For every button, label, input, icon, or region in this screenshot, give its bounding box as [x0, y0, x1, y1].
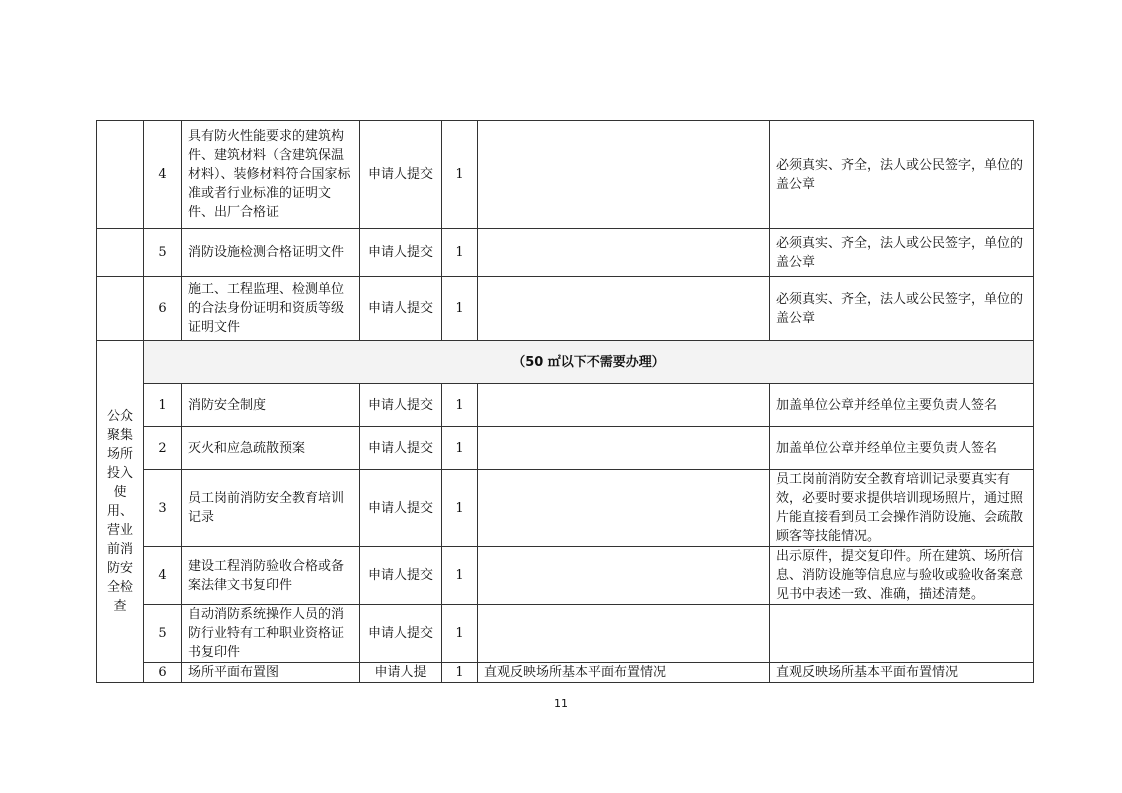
submitter: 申请人提交 — [360, 229, 442, 277]
requirement: 加盖单位公章并经单位主要负责人签名 — [770, 384, 1034, 427]
category-label: 公众聚集场所投入使用、营业前消防安全检查 — [97, 341, 144, 683]
note — [478, 547, 770, 605]
table-row — [97, 341, 1034, 384]
table-row — [97, 605, 1034, 663]
materials-table — [96, 120, 1034, 683]
submitter: 申请人提交 — [360, 605, 442, 663]
row-number: 5 — [144, 229, 182, 277]
submitter: 申请人提 — [360, 663, 442, 683]
material-name: 消防安全制度 — [182, 384, 360, 427]
copies: 1 — [442, 470, 478, 547]
note — [478, 427, 770, 470]
requirement: 必须真实、齐全，法人或公民签字，单位的盖公章 — [770, 229, 1034, 277]
row-number: 6 — [144, 663, 182, 683]
material-name: 建设工程消防验收合格或备案法律文书复印件 — [182, 547, 360, 605]
note — [478, 121, 770, 229]
requirement: 必须真实、齐全，法人或公民签字，单位的盖公章 — [770, 121, 1034, 229]
material-name: 灭火和应急疏散预案 — [182, 427, 360, 470]
note — [478, 605, 770, 663]
submitter: 申请人提交 — [360, 121, 442, 229]
row-number: 1 — [144, 384, 182, 427]
requirement: 直观反映场所基本平面布置情况 — [770, 663, 1034, 683]
note — [478, 277, 770, 341]
material-name: 消防设施检测合格证明文件 — [182, 229, 360, 277]
note — [478, 229, 770, 277]
note — [478, 470, 770, 547]
copies: 1 — [442, 121, 478, 229]
section-note: （50 ㎡以下不需要办理） — [144, 341, 1034, 384]
row-number: 4 — [144, 547, 182, 605]
table-row — [97, 470, 1034, 547]
copies: 1 — [442, 663, 478, 683]
submitter: 申请人提交 — [360, 427, 442, 470]
copies: 1 — [442, 547, 478, 605]
copies: 1 — [442, 605, 478, 663]
material-name: 具有防火性能要求的建筑构件、建筑材料（含建筑保温材料）、装修材料符合国家标准或者行业标准的证明文件、出厂合格证 — [182, 121, 360, 229]
copies: 1 — [442, 384, 478, 427]
note — [478, 384, 770, 427]
requirement: 必须真实、齐全，法人或公民签字，单位的盖公章 — [770, 277, 1034, 341]
requirement — [770, 605, 1034, 663]
row-number: 6 — [144, 277, 182, 341]
submitter: 申请人提交 — [360, 384, 442, 427]
table-row — [97, 663, 1034, 683]
row-number: 2 — [144, 427, 182, 470]
table-row — [97, 121, 1034, 229]
category-cell-empty — [97, 229, 144, 277]
table-row — [97, 229, 1034, 277]
row-number: 5 — [144, 605, 182, 663]
page-number: 11 — [554, 697, 568, 710]
requirement: 加盖单位公章并经单位主要负责人签名 — [770, 427, 1034, 470]
material-name: 员工岗前消防安全教育培训记录 — [182, 470, 360, 547]
row-number: 3 — [144, 470, 182, 547]
row-number: 4 — [144, 121, 182, 229]
note: 直观反映场所基本平面布置情况 — [478, 663, 770, 683]
material-name: 场所平面布置图 — [182, 663, 360, 683]
category-cell-empty — [97, 277, 144, 341]
copies: 1 — [442, 277, 478, 341]
table-row — [97, 427, 1034, 470]
submitter: 申请人提交 — [360, 470, 442, 547]
table-row — [97, 277, 1034, 341]
category-cell-empty — [97, 121, 144, 229]
material-name: 自动消防系统操作人员的消防行业特有工种职业资格证书复印件 — [182, 605, 360, 663]
copies: 1 — [442, 427, 478, 470]
table-row — [97, 384, 1034, 427]
requirement: 员工岗前消防安全教育培训记录要真实有效，必要时要求提供培训现场照片，通过照片能直接看到员工会操作消防设施、会疏散顾客等技能情况。 — [770, 470, 1034, 547]
material-name: 施工、工程监理、检测单位的合法身份证明和资质等级证明文件 — [182, 277, 360, 341]
submitter: 申请人提交 — [360, 547, 442, 605]
copies: 1 — [442, 229, 478, 277]
submitter: 申请人提交 — [360, 277, 442, 341]
table-row — [97, 547, 1034, 605]
requirement: 出示原件，提交复印件。所在建筑、场所信息、消防设施等信息应与验收或验收备案意见书中表述一致、准确，描述清楚。 — [770, 547, 1034, 605]
